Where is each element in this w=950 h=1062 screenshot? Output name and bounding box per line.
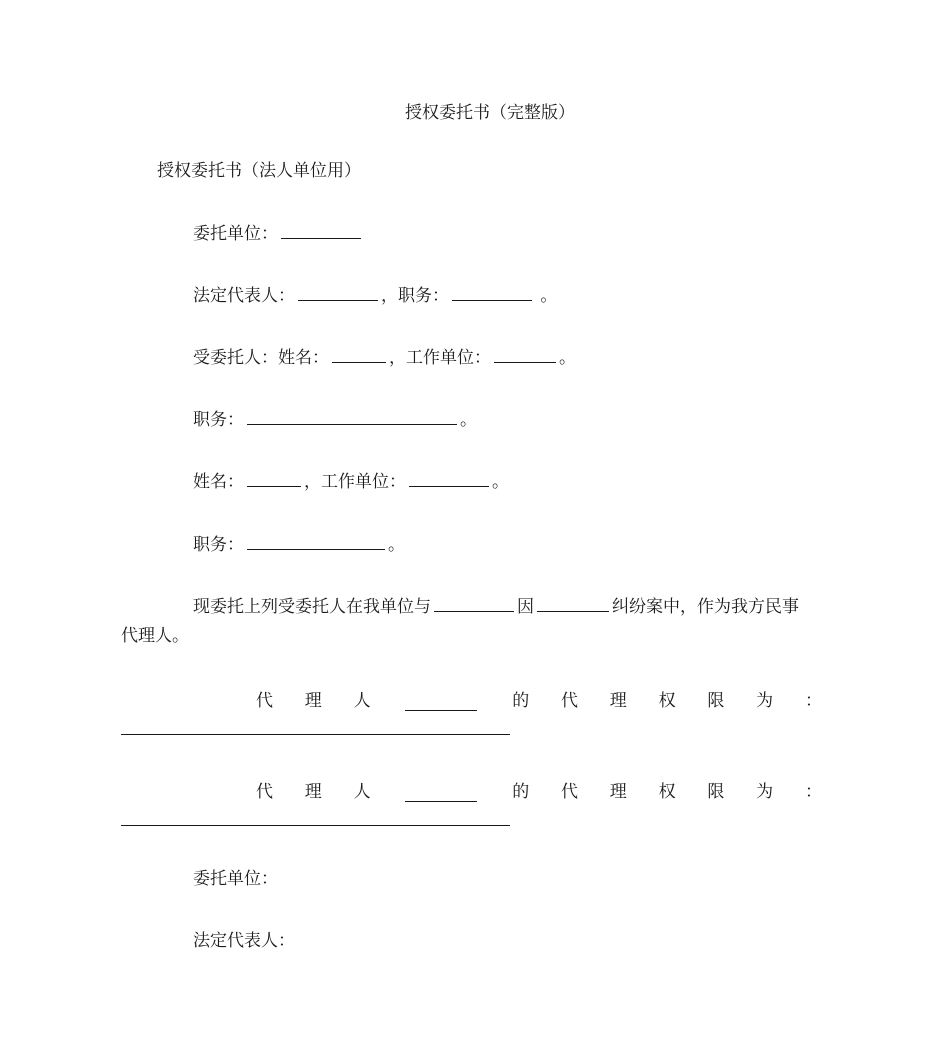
blank-agent-2-work-unit[interactable] [409, 470, 489, 487]
label-position: ，职务： [381, 286, 449, 306]
label-name: 姓名： [193, 472, 244, 492]
authority-char: 人 [353, 782, 371, 802]
label-position: 职务： [193, 535, 244, 555]
label-entrusting-unit: 委托单位： [193, 224, 278, 244]
authority-char: 代 [560, 782, 578, 802]
blank-authority-2[interactable] [121, 825, 510, 826]
text-entrust-part-4: 代理人。 [121, 626, 189, 646]
period: 。 [492, 472, 509, 492]
authority-char: 理 [304, 691, 322, 711]
document-subtitle: 授权委托书（法人单位用） [157, 161, 361, 181]
blank-counterparty[interactable] [434, 595, 514, 612]
text-entrust-part-1: 现委托上列受委托人在我单位与 [193, 597, 431, 617]
authority-char: 权 [658, 782, 676, 802]
authority-char: 代 [256, 691, 273, 711]
blank-agent-1-position[interactable] [247, 408, 457, 425]
paragraph-entrust [193, 595, 799, 618]
authority-row-1 [256, 686, 822, 711]
document-title: 授权委托书（完整版） [405, 103, 575, 123]
blank-agent-2-ref[interactable] [405, 785, 477, 802]
period: 。 [460, 410, 477, 430]
authority-char: 理 [609, 782, 627, 802]
blank-agent-2-position[interactable] [247, 533, 385, 550]
text-entrust-part-2: 因 [517, 597, 534, 617]
text-entrust-part-3: 纠纷案中，作为我方民事 [612, 597, 799, 617]
label-position: 职务： [193, 410, 244, 430]
authority-char: 代 [256, 782, 273, 802]
authority-row-2 [256, 777, 822, 802]
blank-legal-representative[interactable] [298, 284, 378, 301]
authority-char: 为 [756, 782, 774, 802]
label-work-unit: ，工作单位： [304, 472, 406, 492]
period: 。 [559, 348, 576, 368]
label-agent-name: 受委托人：姓名： [193, 348, 329, 368]
blank-entrusting-unit[interactable] [281, 222, 361, 239]
line-agent-2-position [193, 533, 405, 556]
blank-dispute-cause[interactable] [537, 595, 609, 612]
authority-char: 人 [353, 691, 371, 711]
authority-char: 为 [756, 691, 774, 711]
blank-position[interactable] [452, 284, 532, 301]
authority-char: 的 [512, 691, 530, 711]
blank-agent-name[interactable] [332, 346, 386, 363]
authority-char: ： [804, 782, 822, 802]
line-legal-representative [193, 284, 557, 307]
authority-char: 理 [609, 691, 627, 711]
authority-char: 限 [707, 691, 725, 711]
authority-char: 限 [707, 782, 725, 802]
period: 。 [388, 535, 405, 555]
label-work-unit: ，工作单位： [389, 348, 491, 368]
blank-agent-2-name[interactable] [247, 470, 301, 487]
line-agent-1 [193, 346, 576, 369]
line-agent-2 [193, 470, 509, 493]
sign-entrusting-unit: 委托单位： [193, 869, 278, 889]
authority-char: 代 [560, 691, 578, 711]
blank-work-unit[interactable] [494, 346, 556, 363]
authority-char: 的 [512, 782, 530, 802]
sign-legal-representative: 法定代表人： [193, 931, 295, 951]
authority-char: ： [804, 691, 822, 711]
blank-authority-1[interactable] [121, 734, 510, 735]
authority-char: 理 [304, 782, 322, 802]
label-legal-representative: 法定代表人： [193, 286, 295, 306]
period: 。 [540, 286, 558, 306]
authority-char: 权 [658, 691, 676, 711]
line-entrusting-unit [193, 222, 364, 245]
blank-agent-1-ref[interactable] [405, 694, 477, 711]
line-agent-1-position [193, 408, 477, 431]
